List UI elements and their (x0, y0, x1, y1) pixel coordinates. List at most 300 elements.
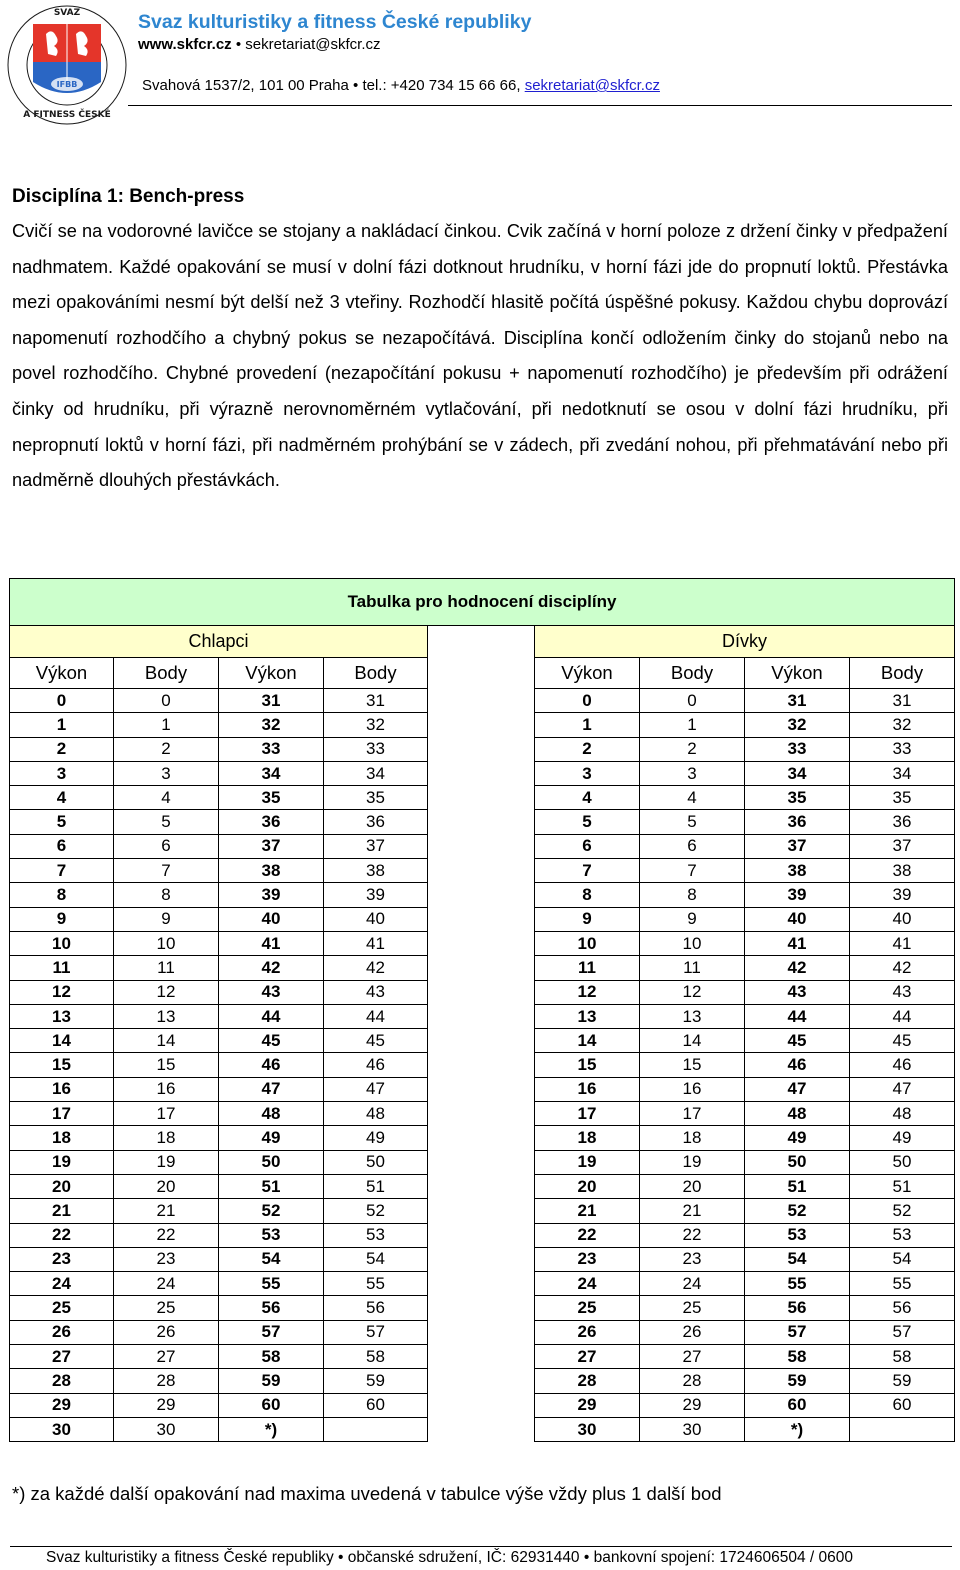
points-cell: 10 (640, 931, 745, 955)
header-divider (128, 105, 952, 106)
federation-logo (6, 4, 128, 126)
performance-cell: 14 (10, 1029, 114, 1053)
performance-cell: 38 (745, 859, 850, 883)
group-header-boys: Chlapci (10, 626, 428, 658)
points-cell: 14 (114, 1029, 219, 1053)
performance-cell: 42 (219, 956, 324, 980)
performance-cell: 1 (10, 713, 114, 737)
table-row (10, 834, 955, 858)
points-cell: 42 (850, 956, 955, 980)
column-header: Body (324, 658, 428, 689)
svg-text:SVAZ: SVAZ (53, 8, 81, 18)
table-row (10, 1247, 955, 1271)
points-cell: 10 (114, 931, 219, 955)
performance-cell: 51 (745, 1174, 850, 1198)
points-cell: 16 (114, 1077, 219, 1101)
performance-cell: 48 (219, 1102, 324, 1126)
performance-cell: 28 (535, 1369, 640, 1393)
points-cell: 29 (114, 1393, 219, 1417)
performance-cell: 32 (219, 713, 324, 737)
email-link[interactable]: sekretariat@skfcr.cz (245, 36, 381, 53)
performance-cell: 50 (745, 1150, 850, 1174)
points-cell: 26 (640, 1320, 745, 1344)
performance-cell: 41 (219, 931, 324, 955)
points-cell: 25 (640, 1296, 745, 1320)
points-cell: 45 (324, 1029, 428, 1053)
performance-cell: 48 (745, 1102, 850, 1126)
points-cell: 38 (850, 859, 955, 883)
points-cell: 47 (324, 1077, 428, 1101)
points-cell: 43 (324, 980, 428, 1004)
performance-cell: 17 (535, 1102, 640, 1126)
points-cell: 12 (114, 980, 219, 1004)
table-row (10, 1102, 955, 1126)
points-cell: 11 (114, 956, 219, 980)
points-cell: 28 (114, 1369, 219, 1393)
performance-cell: 16 (535, 1077, 640, 1101)
discipline-description: Cvičí se na vodorovné lavičce se stojany a nakládací činkou. Cvik začíná v horní poloze z držení činky v předpažení nadhmatem. Každé opakování se musí v dolní fázi dotknout hrudníku, v horní fázi jde do propnutí loktů. Přestávka mezi opakováními nesmí být delší než 3 vteřiny. Rozhodčí hlasitě počítá úspěšné pokusy. Každou chybu doprovází napomenutí rozhodčího a chybný pokus se nezapočítává. Disciplína končí odložením činky do stojanů nebo na povel rozhodčího. Chybné provedení (nezapočítání pokusu + napomenutí rozhodčího) je především při odrážení činky od hrudníku, při výrazně nerovnoměrném vytlačování, při nedotknutí se osou v dolní fázi hrudníku, při nepropnutí loktů v horní fázi, při nadměrném prohýbání se v zádech, při zvedání nohou, při přehmatávání nebo při nadměrně dlouhých přestávkách. (12, 221, 948, 491)
performance-cell: 41 (745, 931, 850, 955)
points-cell: 59 (324, 1369, 428, 1393)
scoring-table (9, 578, 955, 1442)
performance-cell: *) (219, 1417, 324, 1441)
performance-cell: 12 (535, 980, 640, 1004)
points-cell: 17 (114, 1102, 219, 1126)
table-row (10, 907, 955, 931)
performance-cell: 27 (10, 1345, 114, 1369)
points-cell: 4 (114, 786, 219, 810)
table-gap (428, 956, 535, 980)
org-address (142, 77, 660, 94)
performance-cell: 45 (745, 1029, 850, 1053)
points-cell: 32 (324, 713, 428, 737)
points-cell: 40 (850, 907, 955, 931)
points-cell: 49 (850, 1126, 955, 1150)
phone-text: tel.: +420 734 15 66 66, (362, 77, 521, 94)
points-cell: 21 (640, 1199, 745, 1223)
performance-cell: 30 (10, 1417, 114, 1441)
points-cell: 3 (640, 761, 745, 785)
points-cell: 60 (324, 1393, 428, 1417)
performance-cell: 53 (219, 1223, 324, 1247)
points-cell: 6 (114, 834, 219, 858)
table-row (10, 1393, 955, 1417)
points-cell: 60 (850, 1393, 955, 1417)
points-cell: 5 (114, 810, 219, 834)
performance-cell: 27 (535, 1345, 640, 1369)
performance-cell: 24 (535, 1272, 640, 1296)
points-cell: 54 (850, 1247, 955, 1271)
performance-cell: 6 (535, 834, 640, 858)
points-cell: 47 (850, 1077, 955, 1101)
table-gap (428, 1369, 535, 1393)
performance-cell: 59 (745, 1369, 850, 1393)
points-cell: 43 (850, 980, 955, 1004)
performance-cell: 29 (10, 1393, 114, 1417)
points-cell: 32 (850, 713, 955, 737)
points-cell: 23 (114, 1247, 219, 1271)
points-cell: 13 (640, 1004, 745, 1028)
performance-cell: 18 (535, 1126, 640, 1150)
points-cell: 0 (114, 689, 219, 713)
discipline-title: Disciplína 1: Bench-press (12, 186, 245, 207)
column-header: Výkon (535, 658, 640, 689)
performance-cell: 22 (10, 1223, 114, 1247)
points-cell: 33 (850, 737, 955, 761)
points-cell: 1 (640, 713, 745, 737)
performance-cell: 56 (219, 1296, 324, 1320)
table-gap (428, 737, 535, 761)
performance-cell: 31 (745, 689, 850, 713)
performance-cell: 10 (10, 931, 114, 955)
performance-cell: 36 (219, 810, 324, 834)
points-cell: 7 (114, 859, 219, 883)
performance-cell: 53 (745, 1223, 850, 1247)
performance-cell: 39 (219, 883, 324, 907)
performance-cell: 7 (535, 859, 640, 883)
points-cell: 4 (640, 786, 745, 810)
points-cell: 24 (114, 1272, 219, 1296)
points-cell: 46 (324, 1053, 428, 1077)
points-cell: 27 (640, 1345, 745, 1369)
points-cell: 7 (640, 859, 745, 883)
points-cell: 58 (850, 1345, 955, 1369)
performance-cell: 6 (10, 834, 114, 858)
table-row (10, 980, 955, 1004)
table-gap (428, 907, 535, 931)
points-cell: 57 (324, 1320, 428, 1344)
points-cell: 24 (640, 1272, 745, 1296)
points-cell: 30 (114, 1417, 219, 1441)
performance-cell: 13 (10, 1004, 114, 1028)
performance-cell: 49 (219, 1126, 324, 1150)
svg-text:IFBB: IFBB (56, 80, 78, 89)
points-cell: 35 (324, 786, 428, 810)
performance-cell: 43 (745, 980, 850, 1004)
points-cell: 44 (324, 1004, 428, 1028)
points-cell: 40 (324, 907, 428, 931)
table-row (10, 1272, 955, 1296)
points-cell: 45 (850, 1029, 955, 1053)
org-contact (138, 36, 381, 53)
points-cell: 14 (640, 1029, 745, 1053)
table-row (10, 1004, 955, 1028)
table-gap (428, 1077, 535, 1101)
points-cell: 0 (640, 689, 745, 713)
performance-cell: 55 (219, 1272, 324, 1296)
points-cell: 17 (640, 1102, 745, 1126)
points-cell: 15 (114, 1053, 219, 1077)
performance-cell: 54 (219, 1247, 324, 1271)
points-cell: 29 (640, 1393, 745, 1417)
points-cell: 56 (324, 1296, 428, 1320)
column-header: Body (850, 658, 955, 689)
performance-cell: 23 (10, 1247, 114, 1271)
points-cell: 33 (324, 737, 428, 761)
performance-cell: 34 (219, 761, 324, 785)
points-cell: 41 (324, 931, 428, 955)
points-cell: 55 (850, 1272, 955, 1296)
points-cell: 8 (114, 883, 219, 907)
performance-cell: 57 (745, 1320, 850, 1344)
performance-cell: 29 (535, 1393, 640, 1417)
performance-cell: 39 (745, 883, 850, 907)
points-cell: 36 (850, 810, 955, 834)
table-gap (428, 689, 535, 713)
table-gap (428, 810, 535, 834)
performance-cell: 3 (10, 761, 114, 785)
table-row (10, 1029, 955, 1053)
performance-cell: 20 (10, 1174, 114, 1198)
points-cell: 22 (114, 1223, 219, 1247)
points-cell: 35 (850, 786, 955, 810)
points-cell: 5 (640, 810, 745, 834)
points-cell: 21 (114, 1199, 219, 1223)
points-cell: 46 (850, 1053, 955, 1077)
table-row (10, 737, 955, 761)
points-cell: 41 (850, 931, 955, 955)
table-row (10, 1345, 955, 1369)
performance-cell: 26 (535, 1320, 640, 1344)
points-cell: 52 (850, 1199, 955, 1223)
table-gap (428, 1102, 535, 1126)
table-gap (428, 1126, 535, 1150)
points-cell (324, 1417, 428, 1441)
table-gap (428, 859, 535, 883)
points-cell: 53 (324, 1223, 428, 1247)
points-cell: 18 (640, 1126, 745, 1150)
table-gap (428, 1320, 535, 1344)
performance-cell: 55 (745, 1272, 850, 1296)
table-gap (428, 658, 535, 689)
points-cell: 2 (640, 737, 745, 761)
points-cell: 2 (114, 737, 219, 761)
table-row (10, 859, 955, 883)
table-gap (428, 1223, 535, 1247)
performance-cell: *) (745, 1417, 850, 1441)
table-row (10, 1296, 955, 1320)
points-cell: 38 (324, 859, 428, 883)
performance-cell: 60 (745, 1393, 850, 1417)
performance-cell: 42 (745, 956, 850, 980)
points-cell: 48 (324, 1102, 428, 1126)
performance-cell: 1 (535, 713, 640, 737)
performance-cell: 30 (535, 1417, 640, 1441)
performance-cell: 47 (745, 1077, 850, 1101)
table-row (10, 883, 955, 907)
performance-cell: 59 (219, 1369, 324, 1393)
points-cell: 34 (850, 761, 955, 785)
points-cell: 3 (114, 761, 219, 785)
table-row (10, 1126, 955, 1150)
performance-cell: 9 (10, 907, 114, 931)
performance-cell: 19 (535, 1150, 640, 1174)
performance-cell: 7 (10, 859, 114, 883)
footer-divider (10, 1546, 952, 1547)
table-caption: Tabulka pro hodnocení disciplíny (10, 579, 955, 626)
performance-cell: 23 (535, 1247, 640, 1271)
table-row (10, 1199, 955, 1223)
points-cell: 30 (640, 1417, 745, 1441)
points-cell: 55 (324, 1272, 428, 1296)
performance-cell: 11 (535, 956, 640, 980)
performance-cell: 12 (10, 980, 114, 1004)
points-cell: 15 (640, 1053, 745, 1077)
table-row (10, 1174, 955, 1198)
performance-cell: 54 (745, 1247, 850, 1271)
table-row (10, 956, 955, 980)
points-cell: 8 (640, 883, 745, 907)
points-cell: 28 (640, 1369, 745, 1393)
table-gap (428, 980, 535, 1004)
table-gap (428, 1417, 535, 1441)
performance-cell: 31 (219, 689, 324, 713)
points-cell: 19 (114, 1150, 219, 1174)
performance-cell: 25 (10, 1296, 114, 1320)
column-header: Body (640, 658, 745, 689)
performance-cell: 2 (10, 737, 114, 761)
performance-cell: 57 (219, 1320, 324, 1344)
points-cell: 51 (850, 1174, 955, 1198)
performance-cell: 17 (10, 1102, 114, 1126)
performance-cell: 44 (219, 1004, 324, 1028)
performance-cell: 16 (10, 1077, 114, 1101)
performance-cell: 19 (10, 1150, 114, 1174)
web-link[interactable]: www.skfcr.cz (138, 36, 232, 53)
bullet-separator: • (235, 36, 242, 53)
points-cell: 37 (850, 834, 955, 858)
column-header: Body (114, 658, 219, 689)
points-cell: 31 (850, 689, 955, 713)
points-cell: 49 (324, 1126, 428, 1150)
table-row (10, 689, 955, 713)
column-header: Výkon (219, 658, 324, 689)
points-cell: 51 (324, 1174, 428, 1198)
performance-cell: 20 (535, 1174, 640, 1198)
performance-cell: 15 (535, 1053, 640, 1077)
footnote: *) za každé další opakování nad maxima uvedená v tabulce výše vždy plus 1 další bod (12, 1483, 722, 1504)
performance-cell: 47 (219, 1077, 324, 1101)
performance-cell: 52 (745, 1199, 850, 1223)
table-row (10, 1369, 955, 1393)
points-cell: 6 (640, 834, 745, 858)
performance-cell: 50 (219, 1150, 324, 1174)
performance-cell: 56 (745, 1296, 850, 1320)
performance-cell: 3 (535, 761, 640, 785)
performance-cell: 9 (535, 907, 640, 931)
points-cell (850, 1417, 955, 1441)
table-row (10, 713, 955, 737)
performance-cell: 43 (219, 980, 324, 1004)
performance-cell: 60 (219, 1393, 324, 1417)
performance-cell: 11 (10, 956, 114, 980)
points-cell: 1 (114, 713, 219, 737)
points-cell: 20 (114, 1174, 219, 1198)
performance-cell: 0 (10, 689, 114, 713)
bullet-separator: • (353, 77, 359, 94)
performance-cell: 0 (535, 689, 640, 713)
points-cell: 12 (640, 980, 745, 1004)
performance-cell: 35 (219, 786, 324, 810)
points-cell: 23 (640, 1247, 745, 1271)
points-cell: 52 (324, 1199, 428, 1223)
table-row (10, 1077, 955, 1101)
points-cell: 37 (324, 834, 428, 858)
performance-cell: 35 (745, 786, 850, 810)
table-gap (428, 786, 535, 810)
performance-cell: 4 (535, 786, 640, 810)
table-gap (428, 931, 535, 955)
performance-cell: 52 (219, 1199, 324, 1223)
performance-cell: 13 (535, 1004, 640, 1028)
svg-text:A FITNESS ČESKÉ: A FITNESS ČESKÉ (23, 110, 111, 120)
points-cell: 9 (640, 907, 745, 931)
points-cell: 42 (324, 956, 428, 980)
performance-cell: 21 (10, 1199, 114, 1223)
performance-cell: 10 (535, 931, 640, 955)
table-gap (428, 1296, 535, 1320)
performance-cell: 45 (219, 1029, 324, 1053)
table-gap (428, 1345, 535, 1369)
performance-cell: 4 (10, 786, 114, 810)
performance-cell: 28 (10, 1369, 114, 1393)
scoring-table-body (10, 689, 955, 1442)
group-header-girls: Dívky (535, 626, 955, 658)
points-cell: 59 (850, 1369, 955, 1393)
performance-cell: 51 (219, 1174, 324, 1198)
table-gap (428, 834, 535, 858)
performance-cell: 40 (219, 907, 324, 931)
performance-cell: 58 (219, 1345, 324, 1369)
performance-cell: 8 (535, 883, 640, 907)
points-cell: 20 (640, 1174, 745, 1198)
column-header: Výkon (10, 658, 114, 689)
address-email-link[interactable]: sekretariat@skfcr.cz (524, 77, 660, 94)
performance-cell: 37 (219, 834, 324, 858)
table-gap (428, 1053, 535, 1077)
points-cell: 50 (324, 1150, 428, 1174)
performance-cell: 34 (745, 761, 850, 785)
points-cell: 54 (324, 1247, 428, 1271)
performance-cell: 33 (219, 737, 324, 761)
points-cell: 13 (114, 1004, 219, 1028)
performance-cell: 5 (535, 810, 640, 834)
points-cell: 53 (850, 1223, 955, 1247)
points-cell: 44 (850, 1004, 955, 1028)
table-gap (428, 1393, 535, 1417)
points-cell: 56 (850, 1296, 955, 1320)
table-row (10, 761, 955, 785)
table-gap (428, 761, 535, 785)
table-row (10, 786, 955, 810)
table-row (10, 1150, 955, 1174)
table-gap (428, 1199, 535, 1223)
performance-cell: 32 (745, 713, 850, 737)
points-cell: 48 (850, 1102, 955, 1126)
points-cell: 26 (114, 1320, 219, 1344)
performance-cell: 22 (535, 1223, 640, 1247)
table-gap (428, 1004, 535, 1028)
table-row (10, 810, 955, 834)
performance-cell: 25 (535, 1296, 640, 1320)
points-cell: 36 (324, 810, 428, 834)
performance-cell: 38 (219, 859, 324, 883)
performance-cell: 14 (535, 1029, 640, 1053)
table-gap (428, 713, 535, 737)
points-cell: 16 (640, 1077, 745, 1101)
performance-cell: 5 (10, 810, 114, 834)
table-row (10, 1053, 955, 1077)
